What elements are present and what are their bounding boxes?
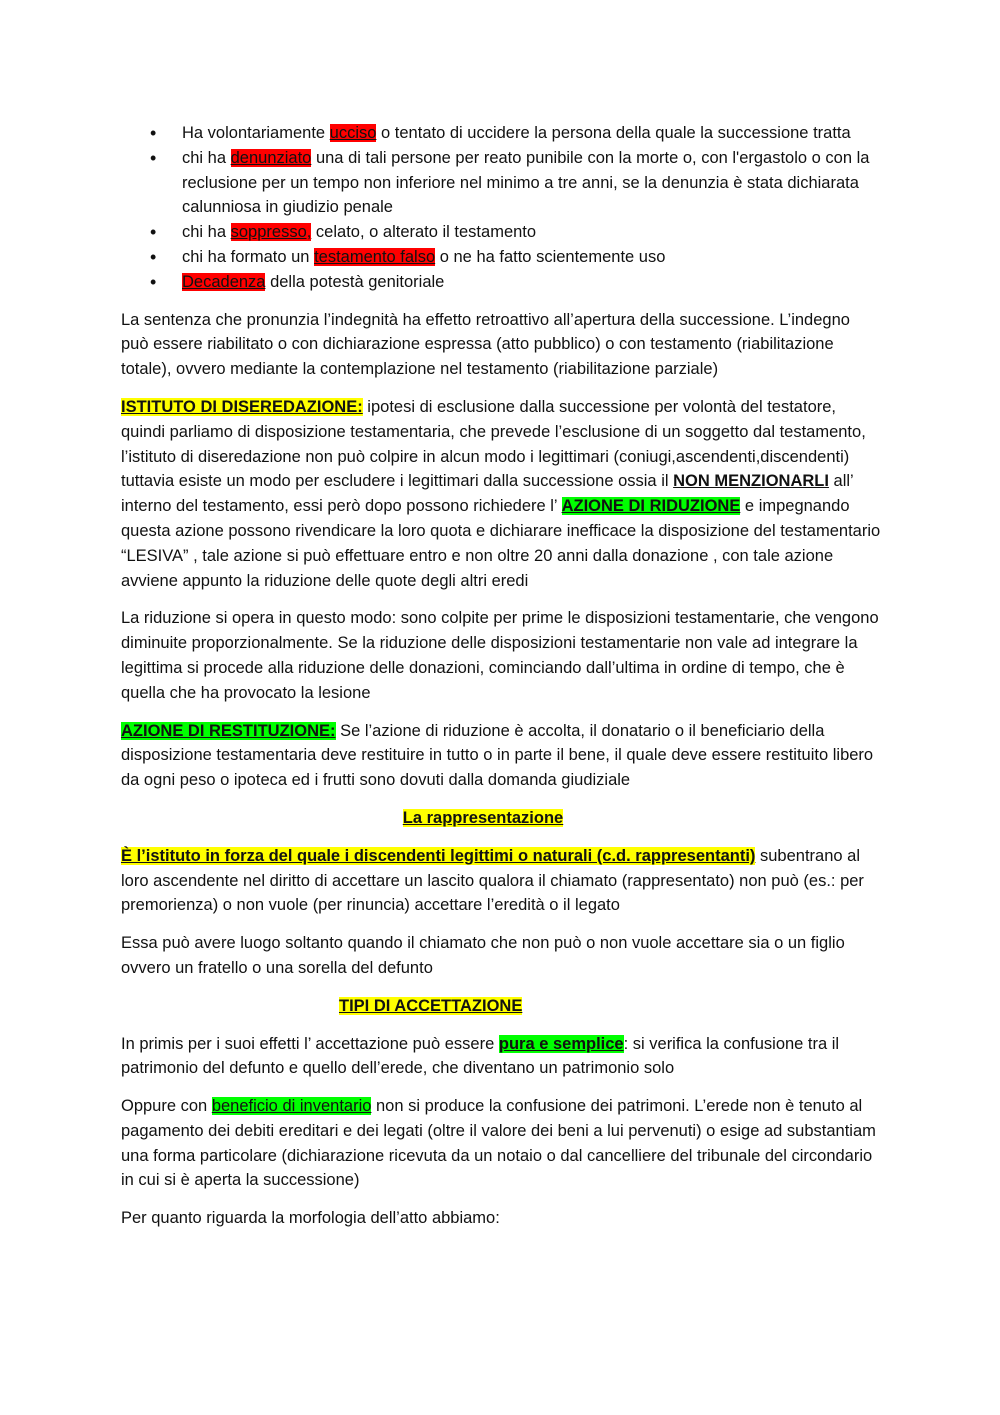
highlight-red: denunziato: [230, 148, 312, 167]
indegnita-cases-list: [121, 121, 881, 295]
list-item: [121, 245, 881, 270]
highlight-green: beneficio di inventario: [211, 1097, 372, 1116]
list-item: [121, 146, 881, 220]
heading-tipi-accettazione: [121, 994, 881, 1019]
paragraph-primis: [121, 1032, 881, 1082]
highlight-red: ucciso: [329, 124, 377, 142]
paragraph-text: Oppure con: [121, 1097, 212, 1116]
heading-rappresentazione: [121, 806, 881, 831]
list-item-text: una di tali persone per reato punibile con la morte o, con l'ergastolo o con la reclusione per un tempo non inferiore nel minimo a tre anni, se la denunzia è stata dichiarata calunniosa in giudizio penale: [182, 148, 870, 217]
bold-term: NON MENZIONARLI: [673, 472, 829, 491]
paragraph-sentenza: La sentenza che pronunzia l’indegnità ha effetto retroattivo all’apertura della successione. L’indegno può essere riabilitato o con dichiarazione espressa (atto pubblico) o con testamento (riabilitazione totale), ovvero mediante la contemplazione nel testamento (riabilitazione parziale): [121, 310, 850, 379]
highlight-green: AZIONE DI RIDUZIONE: [561, 497, 741, 516]
diseredazione-label: ISTITUTO DI DISEREDAZIONE:: [121, 397, 363, 416]
list-item-text: celato, o alterato il testamento: [311, 223, 537, 242]
list-item: [121, 270, 881, 295]
paragraph-morfologia: Per quanto riguarda la morfologia dell’atto abbiamo:: [121, 1209, 500, 1228]
highlight-red: soppresso,: [230, 223, 312, 242]
list-item-text: Ha volontariamente: [182, 124, 330, 142]
paragraph-text: : si verifica la confusione tra il patrimonio del defunto e quello dell’erede, che diventano un patrimonio solo: [121, 1034, 840, 1078]
highlight-red: testamento falso: [314, 247, 436, 266]
list-item-text: o ne ha fatto scientemente uso: [435, 247, 666, 266]
paragraph-rappresentazione: [121, 844, 881, 918]
paragraph-text: In primis per i suoi effetti l’ accettazione può essere: [121, 1034, 499, 1053]
list-item: [121, 220, 881, 245]
highlight-red: Decadenza: [182, 272, 266, 291]
restituzione-label: AZIONE DI RESTITUZIONE:: [121, 721, 336, 740]
list-item: [121, 121, 881, 146]
paragraph-text: ipotesi di esclusione dalla successione per volontà del testatore, quindi parliamo di disposizione testamentaria, che prevede l’esclusione di un soggetto dal testamento, l’istituto di diseredazione non può colpire in alcun modo i legittimari (coniugi,ascendenti,discendenti) tuttavia esiste un modo per escludere i legittimari dalla successione ossia il: [121, 397, 866, 491]
paragraph-text: all’ interno del testamento, essi però dopo possono richiedere l’: [121, 472, 854, 516]
heading-text: La rappresentazione: [402, 808, 564, 827]
list-item-text: chi ha: [182, 223, 231, 242]
paragraph-essa: Essa può avere luogo soltanto quando il chiamato che non può o non vuole accettare sia o un figlio ovvero un fratello o una sorella del defunto: [121, 934, 845, 977]
highlight-green: pura e semplice: [498, 1034, 624, 1053]
paragraph-text: subentrano al loro ascendente nel diritto di accettare un lascito qualora il chiamato (rappresentato) non può (es.: per premorienza) o non vuole (per rinuncia) accettare l’eredità o il legato: [121, 846, 864, 915]
list-item-text: chi ha: [182, 148, 231, 167]
heading-text: TIPI DI ACCETTAZIONE: [339, 996, 523, 1015]
rappresentazione-label: È l’istituto in forza del quale i discendenti legittimi o naturali (c.d. rappresentanti): [121, 846, 756, 865]
list-item-text: o tentato di uccidere la persona della quale la successione tratta: [376, 124, 851, 142]
paragraph-beneficio: [121, 1094, 881, 1193]
paragraph-restituzione: [121, 719, 881, 793]
document-body: [121, 121, 881, 1244]
paragraph-text: e impegnando questa azione possono rivendicare la loro quota e dichiarare inefficace la disposizione del testamentario “LESIVA” , tale azione si può effettuare entro e non oltre 20 anni dalla donazione , con tale azione avviene appunto la riduzione delle quote degli altri eredi: [121, 497, 881, 590]
paragraph-diseredazione: [121, 395, 881, 593]
list-item-text: chi ha formato un: [182, 247, 315, 266]
list-item-text: della potestà genitoriale: [265, 272, 445, 291]
paragraph-text: non si produce la confusione dei patrimoni. L’erede non è tenuto al pagamento dei debiti ereditari e dei legati (oltre il valore dei beni a lui pervenuti) o esige ad substantiam una forma particolare (dichiarazione ricevuta da un notaio o dal cancelliere del tribunale del circondario in cui si è aperta la successione): [121, 1097, 876, 1190]
paragraph-riduzione: La riduzione si opera in questo modo: sono colpite per prime le disposizioni testamentarie, che vengono diminuite proporzionalmente. Se la riduzione delle disposizioni testamentarie non vale ad integrare la legittima si procede alla riduzione delle donazioni, cominciando dall’ultima in ordine di tempo, che è quella che ha provocato la lesione: [121, 609, 879, 702]
paragraph-text: Se l’azione di riduzione è accolta, il donatario o il beneficiario della disposizione testamentaria deve restituire in tutto o in parte il bene, il quale deve essere restituito libero da ogni peso o ipoteca ed i frutti sono dovuti dalla domanda giudiziale: [121, 721, 874, 790]
